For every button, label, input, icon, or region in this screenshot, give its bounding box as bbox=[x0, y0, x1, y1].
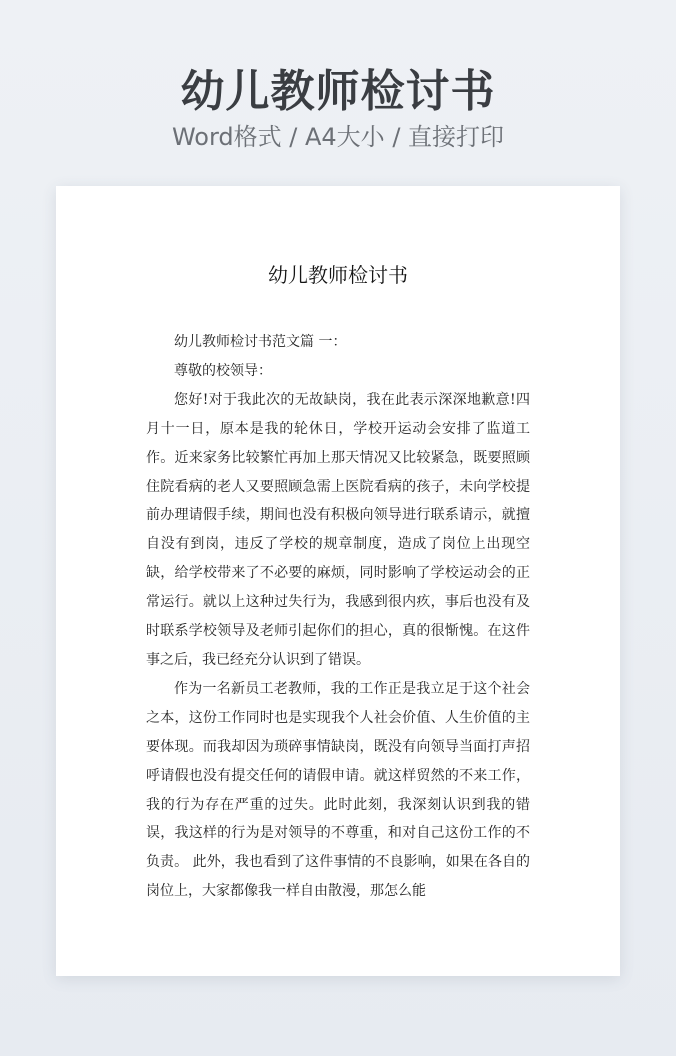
salutation: 尊敬的校领导： bbox=[174, 362, 272, 379]
poster-title: 幼儿教师检讨书 bbox=[180, 66, 496, 117]
document-heading: 幼儿教师检讨书范文篇 一： bbox=[174, 334, 347, 350]
document-title: 幼儿教师检讨书 bbox=[268, 263, 408, 287]
document-page bbox=[56, 186, 620, 976]
document-body bbox=[146, 328, 530, 906]
poster-subtitle: Word格式 / A4大小 / 直接打印 bbox=[171, 123, 505, 151]
paragraph: 作为一名新员工老教师，我的工作正是我立足于这个社会之本，这份工作同时也是实现我个人社会价值、人生价值的主要体现。而我却因为琐碎事情缺岗，既没有向领导当面打声招呼请假也没有提交任何的请假申请。就这样贸然的不来工作，我的行为存在严重的过失。此时此刻，我深刻认识到我的错误，我这样的行为是对领导的不尊重，和对自己这份工作的不负责。 此外，我也看到了这件事情的不良影响，如果在各自的岗位上，大家都像我一样自由散漫，那怎么能 bbox=[146, 680, 530, 900]
paragraph: 您好!对于我此次的无故缺岗，我在此表示深深地歉意!四月十一日，原本是我的轮休日，学校开运动会安排了监道工作。近来家务比较繁忙再加上那天情况又比较紧急，既要照顾住院看病的老人又要照顾急需上医院看病的孩子，未向学校提前办理请假手续，期间也没有积极向领导进行联系请示，就擅自没有到岗，违反了学校的规章制度，造成了岗位上出现空缺，给学校带来了不必要的麻烦，同时影响了学校运动会的正常运行。就以上这种过失行为，我感到很内疚，事后也没有及时联系学校领导及老师引起你们的担心，真的很惭愧。在这件事之后，我已经充分认识到了错误。 bbox=[146, 391, 530, 668]
